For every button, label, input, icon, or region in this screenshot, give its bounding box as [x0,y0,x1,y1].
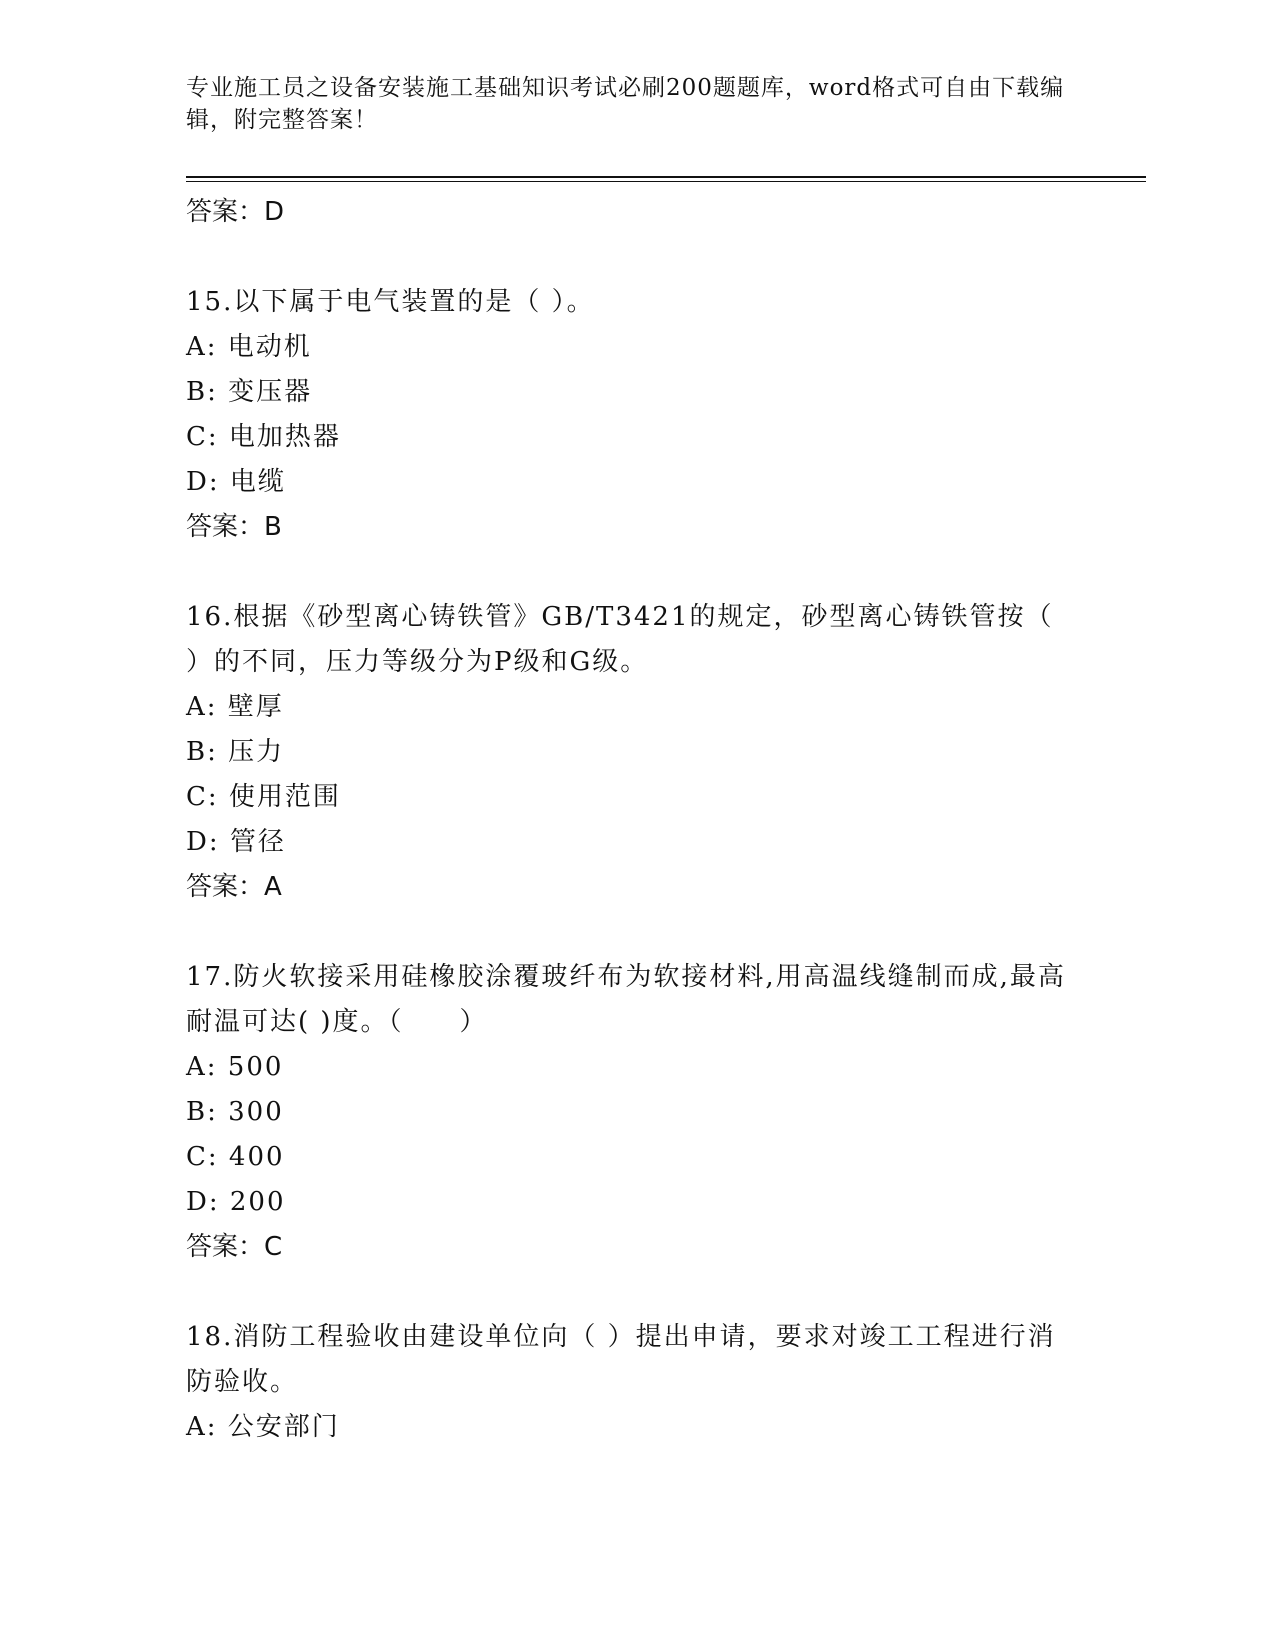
question-list [186,190,1066,1450]
option-a: A: 壁厚 [186,692,284,722]
answer-line: 答案：D [186,197,285,227]
option-a: A: 电动机 [186,332,312,362]
option-c: C: 使用范围 [186,782,341,812]
answer-line: 答案：A [186,872,282,902]
question-text: 15.以下属于电气装置的是（ ）。 [186,287,595,317]
question-18 [186,1315,1066,1450]
question-text: 16.根据《砂型离心铸铁管》GB/T3421的规定，砂型离心铸铁管按（ ）的不同，压力等级分为P级和G级。 [186,602,1054,677]
question-15 [186,280,1066,549]
question-text: 18.消防工程验收由建设单位向（ ）提出申请，要求对竣工工程进行消防验收。 [186,1322,1056,1397]
option-c: C: 400 [186,1142,285,1172]
option-d: D: 管径 [186,827,286,857]
header-rule-thick [186,176,1146,178]
option-c: C: 电加热器 [186,422,341,452]
answer-line: 答案：C [186,1232,283,1262]
document-header: 专业施工员之设备安装施工基础知识考试必刷200题题库，word格式可自由下载编辑，附完整答案！ [186,75,1065,133]
option-d: D: 电缆 [186,467,286,497]
option-b: B: 变压器 [186,377,313,407]
header-rule-thin [186,181,1146,182]
option-a: A: 公安部门 [186,1412,340,1442]
option-b: B: 压力 [186,737,285,767]
answer-line: 答案：B [186,512,282,542]
question-17 [186,955,1066,1269]
option-a: A: 500 [186,1052,284,1082]
option-b: B: 300 [186,1097,284,1127]
option-d: D: 200 [186,1187,286,1217]
question-text: 17.防火软接采用硅橡胶涂覆玻纤布为软接材料,用高温线缝制而成,最高耐温可达( )度。（ ） [186,962,1066,1037]
question-16 [186,595,1066,909]
